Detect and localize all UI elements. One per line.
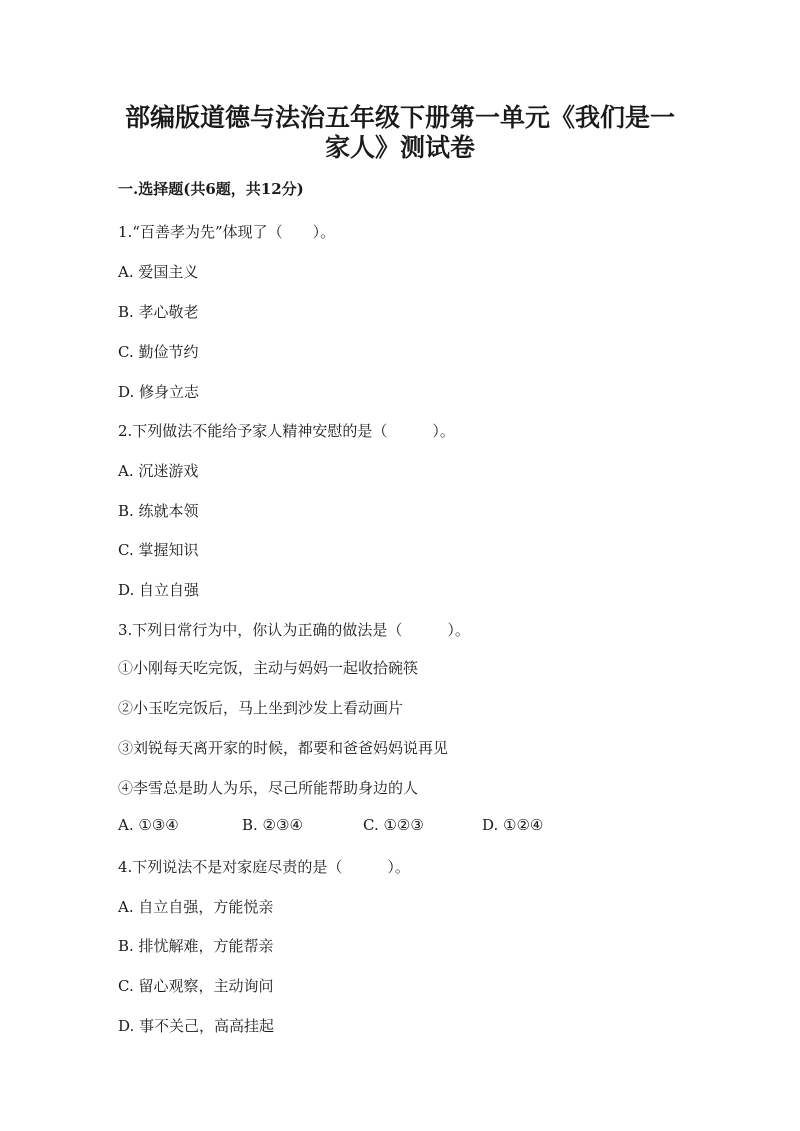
question-4-option-c: C. 留心观察，主动询问	[118, 977, 274, 995]
exam-title-line2: 家人》测试卷	[324, 133, 475, 162]
question-3-statement-4: ④李雪总是助人为乐，尽己所能帮助身边的人	[118, 779, 419, 797]
section-heading: 一.选择题(共6题，共12分)	[118, 180, 304, 198]
question-3-statement-3: ③刘锐每天离开家的时候，都要和爸爸妈妈说再见	[118, 739, 449, 757]
question-2-option-a: A. 沉迷游戏	[118, 462, 199, 480]
question-3-statement-1: ①小刚每天吃完饭，主动与妈妈一起收拾碗筷	[118, 659, 419, 677]
question-3-option-c: C. ①②③	[363, 816, 424, 834]
question-3-stem: 3.下列日常行为中，你认为正确的做法是（ ）。	[118, 621, 470, 639]
question-3-option-d: D. ①②④	[482, 816, 544, 834]
question-1-stem: 1.“百善孝为先”体现了（ ）。	[118, 223, 336, 241]
exam-title-line1: 部编版道德与法治五年级下册第一单元《我们是一	[124, 103, 675, 132]
question-3-option-a: A. ①③④	[118, 816, 179, 834]
question-4-option-d: D. 事不关己，高高挂起	[118, 1017, 275, 1035]
question-2-option-d: D. 自立自强	[118, 581, 200, 599]
question-2-stem: 2.下列做法不能给予家人精神安慰的是（ ）。	[118, 422, 455, 440]
question-1-option-d: D. 修身立志	[118, 383, 200, 401]
question-3-statement-2: ②小玉吃完饭后，马上坐到沙发上看动画片	[118, 699, 404, 717]
question-1-option-a: A. 爱国主义	[118, 263, 199, 281]
question-4-option-b: B. 排忧解难，方能帮亲	[118, 937, 274, 955]
question-4-stem: 4.下列说法不是对家庭尽责的是（ ）。	[118, 858, 410, 876]
question-2-option-c: C. 掌握知识	[118, 541, 199, 559]
question-1-option-b: B. 孝心敬老	[118, 303, 199, 321]
question-1-option-c: C. 勤俭节约	[118, 343, 199, 361]
question-3-option-b: B. ②③④	[242, 816, 303, 834]
question-3-options-row	[118, 816, 618, 838]
question-4-option-a: A. 自立自强，方能悦亲	[118, 898, 274, 916]
question-2-option-b: B. 练就本领	[118, 502, 199, 520]
